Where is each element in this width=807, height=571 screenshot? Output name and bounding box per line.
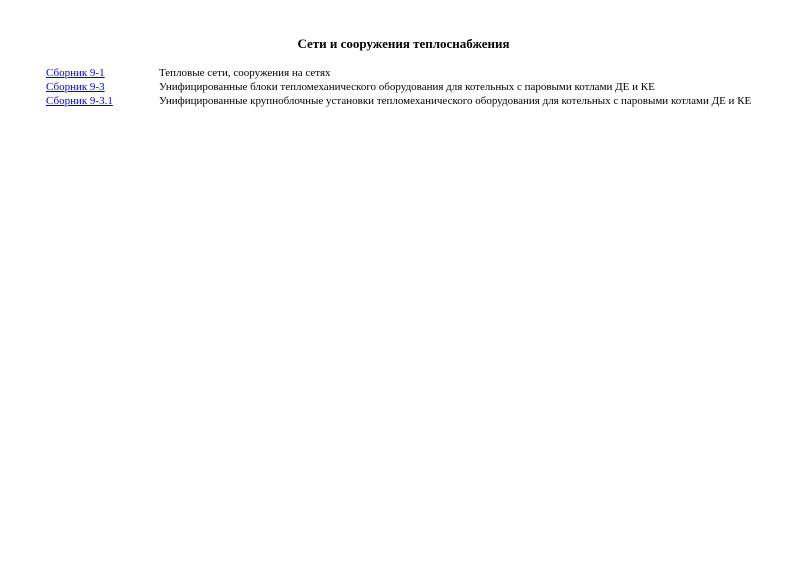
collection-link-9-1[interactable]: Сборник 9-1 [46, 67, 105, 79]
collection-description: Тепловые сети, сооружения на сетях [159, 67, 331, 79]
page-title: Сети и сооружения теплоснабжения [297, 36, 510, 51]
collection-row [46, 80, 796, 94]
collection-row [46, 66, 796, 80]
collection-row [46, 94, 796, 108]
collection-description: Унифицированные блоки тепломеханического оборудования для котельных с паровыми котлами ДЕ и КЕ [159, 81, 655, 93]
collection-link-9-3-1[interactable]: Сборник 9-3.1 [46, 95, 113, 107]
collection-description: Унифицированные крупноблочные установки тепломеханического оборудования для котельных с паровыми котлами ДЕ и КЕ [159, 95, 752, 107]
collection-list [46, 66, 796, 108]
collection-link-9-3[interactable]: Сборник 9-3 [46, 81, 105, 93]
